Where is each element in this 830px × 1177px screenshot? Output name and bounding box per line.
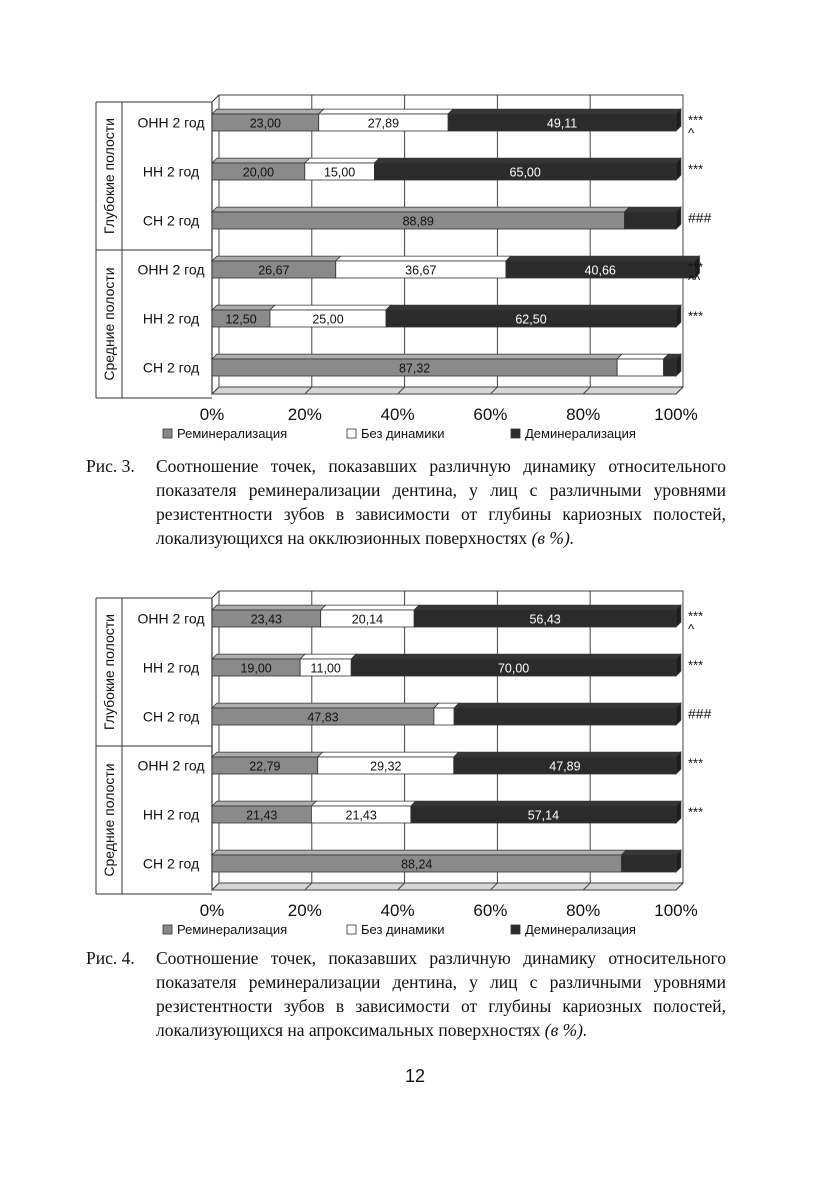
- fig4-legend-swatch: [347, 925, 356, 934]
- fig3-bar-top: [212, 109, 324, 114]
- fig4-bar-segment: [434, 708, 454, 725]
- fig3-data-label: 87,32: [398, 361, 431, 376]
- fig4-data-label: 23,43: [250, 612, 282, 627]
- fig3-data-label: 15,00: [323, 165, 356, 180]
- fig3-plot-wall: [219, 95, 683, 387]
- caption-fig4-label: Рис. 4.: [86, 948, 135, 968]
- fig3-bar-top: [212, 207, 629, 212]
- fig3-bar-top: [212, 305, 275, 310]
- fig4-data-label: 11,00: [310, 661, 341, 676]
- fig3-category-label: ОНН 2 год: [137, 114, 205, 131]
- fig4-group-label: Глубокие полости: [101, 614, 117, 730]
- fig4-category-label: СН 2 год: [142, 855, 200, 872]
- caption-fig4-pct: (в %).: [544, 1020, 588, 1040]
- fig4-plot-wall: [219, 591, 683, 883]
- fig3-bar-top: [374, 158, 681, 163]
- caption-fig4-text: [156, 946, 726, 1042]
- fig4-annotation: ***: [688, 608, 704, 624]
- fig4-plot-floor: [212, 883, 683, 890]
- fig4-x-tick-label: 20%: [287, 901, 322, 920]
- fig3-bar-top: [336, 256, 511, 261]
- fig4-bar-top: [212, 850, 626, 855]
- fig4-annotation: ***: [688, 755, 704, 771]
- fig3-bar-top: [617, 354, 668, 359]
- fig4-data-label: 29,32: [370, 759, 402, 774]
- fig3-legend-label: Реминерализация: [177, 426, 288, 441]
- caption-fig4-body: Соотношение точек, показавших различную динамику относительного показателя реминерализации дентина, у лиц с различными уровнями резистентности зубов в зависимости от глубины кариозных полостей, локализующихся на апроксимальных поверхностях: [156, 948, 726, 1040]
- fig3-x-tick-label: 80%: [566, 405, 601, 424]
- fig3-legend-label: Деминерализация: [525, 426, 636, 441]
- fig4-data-label: 47,89: [549, 759, 581, 774]
- fig4-legend-label: Деминерализация: [525, 922, 636, 937]
- fig4-bar-top: [212, 654, 305, 659]
- fig4-bar-segment: [621, 855, 676, 872]
- fig4-legend-label: Реминерализация: [177, 922, 288, 937]
- fig4-bar-top: [212, 703, 439, 708]
- fig3-annotation: ^^: [688, 272, 701, 288]
- fig4-annotation: ^: [688, 621, 695, 637]
- fig4-category-label: СН 2 год: [142, 708, 200, 725]
- fig4-bar-top: [212, 752, 323, 757]
- fig3-x-tick-label: 20%: [287, 405, 322, 424]
- fig3-annotation: ^: [688, 125, 695, 141]
- fig4-x-tick-label: 80%: [566, 901, 601, 920]
- fig3-annotation: ***: [688, 308, 704, 324]
- fig3-data-label: 49,11: [546, 116, 578, 131]
- chart-fig4-svg: [0, 584, 830, 949]
- fig4-group-label: Средние полости: [101, 763, 117, 877]
- fig3-data-label: 12,50: [225, 312, 257, 327]
- caption-fig3-text: [156, 454, 726, 550]
- fig3-data-label: 23,00: [249, 116, 282, 131]
- fig4-bar-top: [621, 850, 680, 855]
- caption-fig4: [86, 946, 726, 1042]
- fig4-bar-top: [351, 654, 681, 659]
- fig3-bar-top: [305, 158, 380, 163]
- fig4-category-label: ОНН 2 год: [137, 757, 205, 774]
- fig4-bar-top: [318, 752, 459, 757]
- fig3-x-tick-label: 0%: [199, 405, 225, 424]
- fig4-bar-top: [311, 801, 415, 806]
- fig3-data-label: 27,89: [367, 116, 400, 131]
- fig4-bar-top: [321, 605, 419, 610]
- fig3-annotation: ***: [688, 161, 704, 177]
- fig3-legend-label: Без динамики: [361, 426, 445, 441]
- fig4-data-label: 70,00: [497, 661, 530, 676]
- chart-fig3-svg: [0, 88, 830, 453]
- fig4-annotation: ***: [688, 657, 704, 673]
- fig4-data-label: 22,79: [249, 759, 281, 774]
- fig4-bar-top: [414, 605, 681, 610]
- fig3-category-label: НН 2 год: [142, 310, 200, 327]
- fig3-annotation: ###: [688, 209, 712, 226]
- fig4-annotation: ***: [688, 804, 704, 820]
- fig4-category-label: НН 2 год: [142, 806, 200, 823]
- fig3-bar-top: [212, 256, 341, 261]
- fig4-x-tick-label: 100%: [654, 901, 698, 920]
- fig4-category-label: ОНН 2 год: [137, 610, 205, 627]
- fig4-bar-top: [300, 654, 356, 659]
- fig3-data-label: 25,00: [312, 312, 344, 327]
- fig4-x-tick-label: 40%: [380, 901, 415, 920]
- fig3-bar-top: [212, 158, 310, 163]
- fig3-data-label: 20,00: [242, 165, 275, 180]
- fig3-bar-top: [386, 305, 681, 310]
- fig4-x-tick-label: 0%: [199, 901, 225, 920]
- fig3-category-label: СН 2 год: [142, 359, 200, 376]
- fig4-data-label: 21,43: [345, 808, 377, 823]
- fig4-y-axis-depth: [212, 591, 219, 598]
- fig3-data-label: 65,00: [509, 165, 541, 180]
- fig3-data-label: 62,50: [515, 312, 547, 327]
- fig4-data-label: 21,43: [246, 808, 278, 823]
- fig3-legend-swatch: [511, 429, 520, 438]
- fig3-data-label: 36,67: [405, 263, 437, 278]
- fig3-group-label: Глубокие полости: [101, 118, 117, 234]
- fig3-bar-segment: [624, 212, 676, 229]
- fig3-data-label: 40,66: [584, 263, 616, 278]
- fig4-data-label: 88,24: [401, 857, 433, 872]
- fig3-bar-top: [212, 354, 622, 359]
- fig3-bar-segment: [664, 359, 676, 376]
- fig3-data-label: 26,67: [258, 263, 290, 278]
- fig4-category-label: НН 2 год: [142, 659, 200, 676]
- fig4-legend-label: Без динамики: [361, 922, 445, 937]
- fig4-bar-top: [454, 752, 681, 757]
- fig3-data-label: 88,89: [402, 214, 434, 229]
- fig3-x-tick-label: 40%: [380, 405, 415, 424]
- fig3-bar-top: [270, 305, 391, 310]
- fig3-annotation: ***: [688, 259, 704, 275]
- page-number: 12: [404, 1066, 426, 1086]
- fig4-annotation: ###: [688, 705, 712, 722]
- fig4-data-label: 47,83: [307, 710, 339, 725]
- caption-fig3-label: Рис. 3.: [86, 456, 135, 476]
- fig4-bar-top: [212, 605, 326, 610]
- fig4-x-tick-label: 60%: [473, 901, 508, 920]
- fig4-data-label: 20,14: [351, 612, 384, 627]
- fig3-y-axis-depth: [212, 95, 219, 102]
- fig3-bar-top: [506, 256, 700, 261]
- fig3-category-label: СН 2 год: [142, 212, 200, 229]
- fig3-group-label: Средние полости: [101, 267, 117, 381]
- caption-fig3: [86, 454, 726, 550]
- fig3-annotation: ***: [688, 112, 704, 128]
- fig4-bar-top: [454, 703, 681, 708]
- fig3-bar-segment: [617, 359, 663, 376]
- fig3-category-label: НН 2 год: [142, 163, 200, 180]
- fig4-legend-swatch: [511, 925, 520, 934]
- fig4-data-label: 56,43: [529, 612, 561, 627]
- caption-fig3-pct: (в %).: [531, 528, 575, 548]
- fig4-legend-swatch: [163, 925, 172, 934]
- fig3-category-label: ОНН 2 год: [137, 261, 205, 278]
- chart-fig3: [0, 88, 830, 453]
- fig4-bar-segment: [454, 708, 676, 725]
- fig3-bar-top: [624, 207, 680, 212]
- fig3-x-tick-label: 60%: [473, 405, 508, 424]
- fig4-data-label: 19,00: [240, 661, 272, 676]
- fig4-bar-top: [411, 801, 681, 806]
- fig3-plot-floor: [212, 387, 683, 394]
- fig3-x-tick-label: 100%: [654, 405, 698, 424]
- fig3-legend-swatch: [163, 429, 172, 438]
- fig3-bar-top: [319, 109, 453, 114]
- chart-fig4: [0, 584, 830, 949]
- fig3-bar-top: [448, 109, 681, 114]
- fig3-legend-swatch: [347, 429, 356, 438]
- fig4-bar-top: [212, 801, 316, 806]
- fig4-data-label: 57,14: [527, 808, 560, 823]
- caption-fig3-body: Соотношение точек, показавших различную динамику относительного показателя реминерализации дентина, у лиц с различными уровнями резистентности зубов в зависимости от глубины кариозных полостей, локализующихся на окклюзионных поверхностях: [156, 456, 726, 548]
